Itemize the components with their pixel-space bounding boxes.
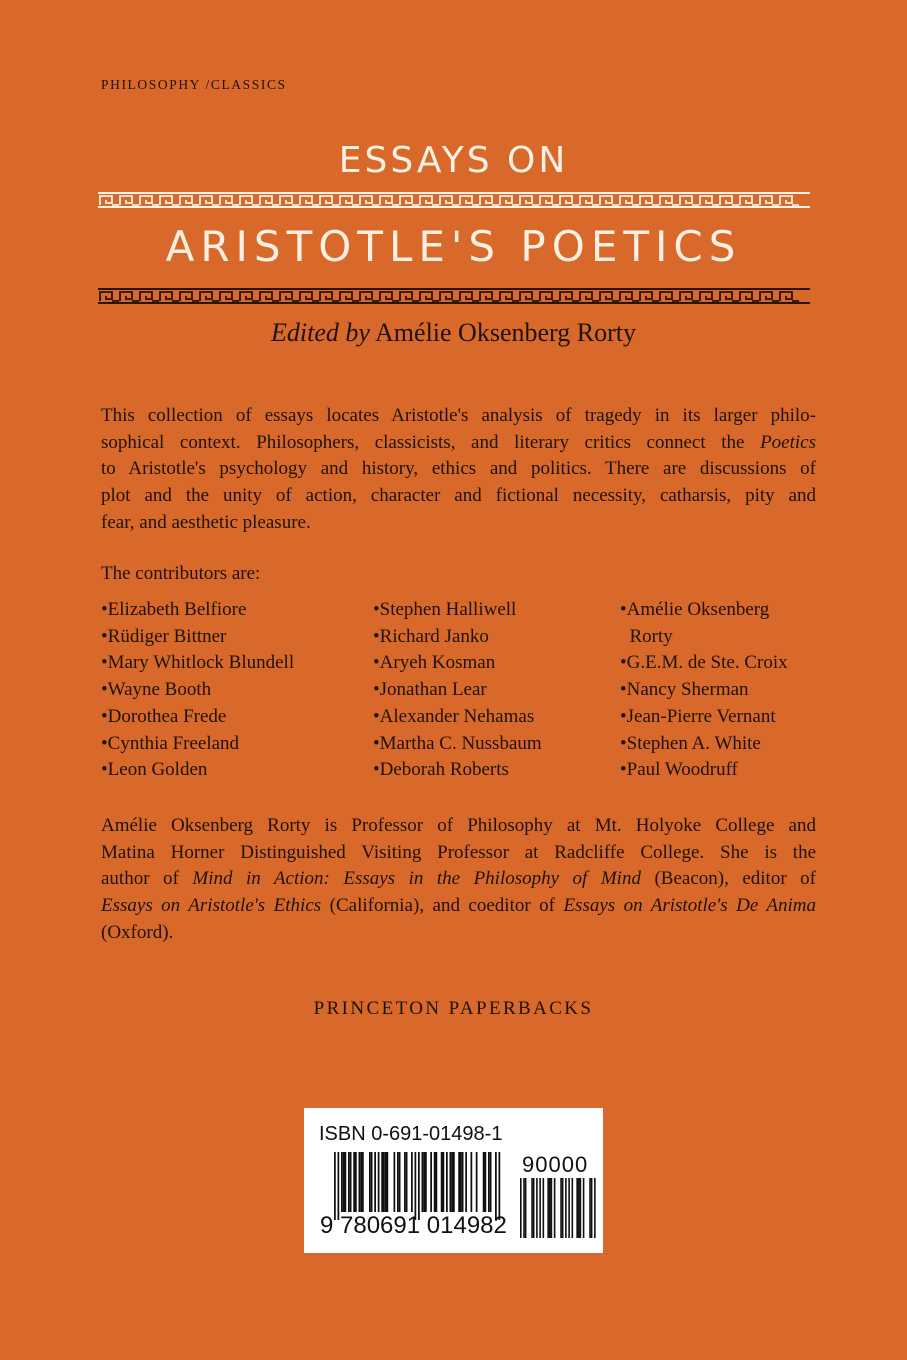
meander-unit (720, 196, 739, 205)
contributor-name: •Cynthia Freeland (101, 732, 240, 754)
contributor-name: •Jean-Pierre Vernant (620, 705, 776, 727)
contributor-name: •Nancy Sherman (620, 679, 749, 701)
meander-unit (620, 292, 639, 301)
meander-unit (600, 196, 619, 205)
contributor-name: •Rüdiger Bittner (101, 625, 227, 647)
barcode-bar (565, 1178, 567, 1238)
barcode-bar (488, 1152, 490, 1212)
barcode-bar (411, 1152, 413, 1212)
description-line: sophical context. Philosophers, classicists, and literary critics connect the Poetics (101, 431, 816, 453)
editor-name: Amélie Oksenberg Rorty (375, 318, 636, 347)
contributor-name: •Stephen Halliwell (373, 599, 517, 620)
meander-unit (160, 292, 179, 301)
barcode-bar (499, 1152, 501, 1220)
barcode-bar (476, 1152, 478, 1212)
meander-unit (280, 292, 299, 301)
barcode-bar (547, 1178, 549, 1238)
meander-unit (500, 196, 519, 205)
bio-line: Essays on Aristotle's Ethics (California), and coeditor of Essays on Aristotle's De Anima (101, 895, 816, 917)
meander-unit (420, 196, 439, 205)
contributor-name: •Richard Janko (373, 625, 489, 647)
barcode-bar (520, 1178, 522, 1238)
meander-unit (220, 292, 239, 301)
barcode-bar (350, 1152, 352, 1212)
description-line: fear, and aesthetic pleasure. (101, 511, 311, 533)
contributors-heading: The contributors are: (101, 563, 261, 584)
meander-unit (780, 292, 799, 301)
barcode-bar (523, 1178, 525, 1238)
barcode-bar (490, 1152, 492, 1212)
barcode-bar (360, 1152, 362, 1212)
publisher-imprint: PRINCETON PAPERBACKS (313, 998, 594, 1019)
barcode-bar (404, 1152, 406, 1212)
bio-line: author of Mind in Action: Essays in the Philosophy of Mind (Beacon), editor of (101, 868, 816, 890)
editor-prefix: Edited by (271, 318, 370, 347)
contributor-name: •Stephen A. White (620, 732, 761, 754)
barcode-bar (453, 1152, 455, 1212)
contributor-name: •Martha C. Nussbaum (373, 732, 542, 754)
description-line: to Aristotle's psychology and history, ethics and politics. There are discussions of (101, 458, 816, 480)
barcode-bar (345, 1152, 347, 1212)
meander-unit (600, 292, 619, 301)
barcode-bar (576, 1178, 578, 1238)
isbn-label: ISBN 0-691-01498-1 (319, 1123, 503, 1145)
contributor-name: •Amélie Oksenberg (620, 599, 770, 620)
contributor-name: •Aryeh Kosman (373, 652, 496, 674)
meander-unit (680, 196, 699, 205)
meander-unit (180, 292, 199, 301)
meander-unit (720, 292, 739, 301)
meander-unit (140, 292, 159, 301)
barcode-bar (533, 1178, 535, 1238)
contributor-name: •Paul Woodruff (620, 759, 738, 781)
barcode-bar (562, 1178, 564, 1238)
barcode-bar (348, 1152, 350, 1212)
barcode-bar (362, 1152, 364, 1212)
contributor-name: •Leon Golden (101, 759, 208, 781)
meander-unit (400, 196, 419, 205)
contributor-name: •Mary Whitlock Blundell (101, 652, 295, 674)
barcode-bar (436, 1152, 438, 1212)
meander-unit (540, 196, 559, 205)
barcode-bar (451, 1152, 453, 1212)
meander-unit (520, 196, 539, 205)
barcode-bar (495, 1152, 497, 1220)
barcode-bar (458, 1152, 460, 1212)
meander-unit (500, 292, 519, 301)
barcode-bar (525, 1178, 527, 1238)
meander-unit (160, 196, 179, 205)
meander-unit (440, 292, 459, 301)
barcode-panel (304, 1108, 603, 1253)
meander-unit (420, 292, 439, 301)
barcode-bar (425, 1152, 427, 1212)
barcode-bar (578, 1178, 580, 1238)
barcode-bar (583, 1178, 585, 1238)
contributor-name: •Wayne Booth (101, 679, 212, 701)
meander-unit (460, 292, 479, 301)
contributor-name: •G.E.M. de Ste. Croix (620, 652, 788, 674)
meander-unit (460, 196, 479, 205)
barcode-bar (374, 1152, 376, 1212)
title-line-2: ARISTOTLE'S POETICS (165, 222, 742, 271)
meander-unit (340, 292, 359, 301)
meander-unit (240, 196, 259, 205)
meander-unit (180, 196, 199, 205)
barcode-bar (430, 1152, 432, 1212)
meander-unit (240, 292, 259, 301)
meander-unit (440, 196, 459, 205)
barcode-bar (531, 1178, 533, 1238)
barcode-bar (359, 1152, 361, 1212)
barcode-bar (568, 1178, 570, 1238)
barcode-bar (441, 1152, 443, 1212)
meander-unit (200, 292, 219, 301)
category-label: PHILOSOPHY /CLASSICS (101, 77, 287, 92)
barcode-bar (580, 1178, 582, 1238)
barcode-bar (423, 1152, 425, 1212)
greek-key-border-bottom (98, 288, 810, 304)
contributors-column-1 (101, 597, 294, 784)
meander-unit (260, 292, 279, 301)
meander-unit (380, 292, 399, 301)
meander-unit (120, 196, 139, 205)
barcode-bar (378, 1152, 380, 1212)
bio-line: Amélie Oksenberg Rorty is Professor of Philosophy at Mt. Holyoke College and (101, 815, 816, 836)
barcode-bar (338, 1152, 340, 1220)
description-line: plot and the unity of action, character and fictional necessity, catharsis, pity and (101, 485, 816, 507)
meander-unit (220, 196, 239, 205)
barcode-bar (434, 1152, 436, 1212)
meander-unit (100, 196, 119, 205)
meander-unit (580, 196, 599, 205)
barcode-bar (536, 1178, 538, 1238)
ean-digits: 9 780691 014982 (320, 1212, 507, 1239)
barcode-bar (415, 1152, 417, 1220)
barcode-bar (483, 1152, 485, 1212)
barcode-bar (355, 1152, 357, 1212)
barcode-bar (589, 1178, 591, 1238)
barcode-bar (554, 1178, 556, 1238)
meander-unit (320, 196, 339, 205)
meander-unit (120, 292, 139, 301)
meander-unit (320, 292, 339, 301)
meander-unit (300, 292, 319, 301)
editor-bio (101, 813, 816, 947)
barcode-bar (594, 1178, 596, 1238)
barcode-bar (334, 1152, 336, 1220)
barcode-bar (385, 1152, 387, 1212)
barcode-bar (551, 1178, 553, 1238)
meander-unit (780, 196, 799, 205)
price-code: 90000 (522, 1152, 589, 1177)
barcode-bar (371, 1152, 373, 1212)
barcode-bar (418, 1152, 420, 1220)
greek-key-border-top (98, 192, 810, 208)
barcode-bar (353, 1152, 355, 1212)
description (101, 403, 816, 537)
meander-unit (340, 196, 359, 205)
barcode-bar (485, 1152, 487, 1212)
meander-unit (700, 292, 719, 301)
meander-unit (740, 292, 759, 301)
barcode-bar (572, 1178, 574, 1238)
barcode-bar (471, 1152, 473, 1212)
barcode-bar (543, 1178, 545, 1238)
meander-unit (700, 196, 719, 205)
meander-unit (740, 196, 759, 205)
contributor-name: •Alexander Nehamas (373, 705, 535, 727)
meander-unit (520, 292, 539, 301)
meander-unit (300, 196, 319, 205)
meander-unit (540, 292, 559, 301)
meander-unit (560, 292, 579, 301)
barcode-bar (399, 1152, 401, 1212)
editor-credit (0, 318, 907, 348)
contributors-column-2 (373, 597, 542, 784)
meander-unit (380, 196, 399, 205)
barcode-bar (549, 1178, 551, 1238)
meander-unit (360, 196, 379, 205)
contributor-name: •Dorothea Frede (101, 705, 227, 727)
meander-unit (140, 196, 159, 205)
bio-line: Matina Horner Distinguished Visiting Professor at Radcliffe College. She is the (101, 841, 816, 863)
meander-unit (360, 292, 379, 301)
barcode-bar (397, 1152, 399, 1212)
barcode-bar (591, 1178, 593, 1238)
barcode-bar (443, 1152, 445, 1212)
barcode-bar (369, 1152, 371, 1212)
meander-unit (660, 292, 679, 301)
barcode-bar (462, 1152, 464, 1212)
contributor-name-continued: Rorty (620, 625, 673, 647)
barcode-bar (450, 1152, 452, 1212)
meander-unit (760, 196, 779, 205)
barcode-bar (381, 1152, 383, 1212)
barcode-bar (446, 1152, 448, 1212)
meander-unit (280, 196, 299, 205)
meander-unit (200, 196, 219, 205)
barcode-bar (383, 1152, 385, 1212)
barcode-bar (341, 1152, 343, 1212)
meander-unit (580, 292, 599, 301)
barcode-bar (465, 1152, 467, 1212)
contributor-name: •Jonathan Lear (373, 679, 487, 701)
meander-unit (100, 292, 119, 301)
meander-unit (640, 196, 659, 205)
contributor-name: •Deborah Roberts (373, 759, 509, 781)
description-line: This collection of essays locates Aristotle's analysis of tragedy in its larger philo- (101, 405, 816, 426)
barcode-bar (387, 1152, 389, 1212)
meander-unit (480, 196, 499, 205)
meander-unit (660, 196, 679, 205)
barcode-bar (343, 1152, 345, 1212)
meander-unit (640, 292, 659, 301)
meander-unit (480, 292, 499, 301)
barcode-bar (460, 1152, 462, 1212)
barcode-bar (394, 1152, 396, 1212)
title-line-1: ESSAYS ON (338, 140, 569, 181)
contributor-name: •Elizabeth Belfiore (101, 599, 247, 620)
meander-unit (760, 292, 779, 301)
meander-unit (680, 292, 699, 301)
barcode-bar (406, 1152, 408, 1212)
meander-unit (560, 196, 579, 205)
bio-line: (Oxford). (101, 921, 174, 943)
meander-unit (620, 196, 639, 205)
barcode-bar (539, 1178, 541, 1238)
meander-unit (260, 196, 279, 205)
barcode-bar (560, 1178, 562, 1238)
contributors-column-3 (620, 597, 788, 784)
barcode-bar (422, 1152, 424, 1212)
meander-unit (400, 292, 419, 301)
